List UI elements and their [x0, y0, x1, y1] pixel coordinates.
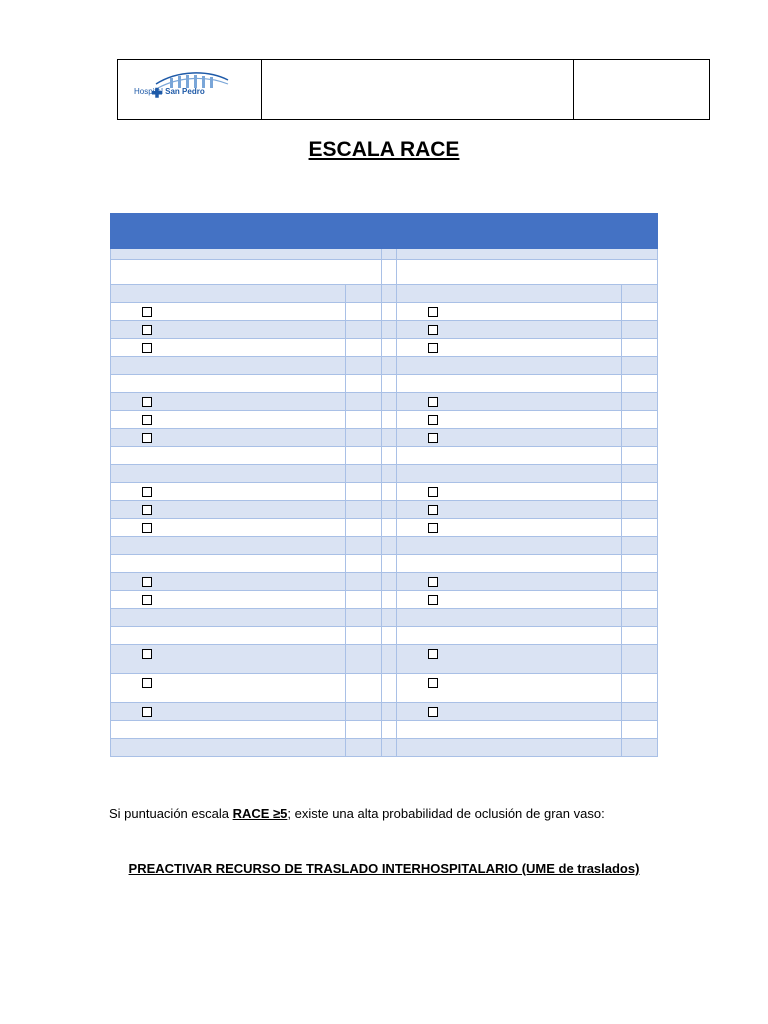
column-divider [396, 627, 397, 644]
column-divider [396, 645, 397, 673]
column-divider [396, 411, 397, 428]
column-divider [345, 609, 346, 626]
column-divider [381, 703, 382, 720]
column-divider [621, 645, 622, 673]
column-divider [621, 321, 622, 338]
column-divider [345, 411, 346, 428]
header-code-cell [574, 60, 709, 119]
checkbox-left[interactable] [142, 307, 152, 317]
checkbox-right[interactable] [428, 325, 438, 335]
column-divider [621, 703, 622, 720]
column-divider [396, 465, 397, 482]
column-divider [381, 393, 382, 410]
column-divider [621, 627, 622, 644]
column-divider [396, 339, 397, 356]
column-divider [345, 429, 346, 446]
table-row [110, 645, 658, 674]
column-divider [396, 447, 397, 464]
column-divider [345, 591, 346, 608]
column-divider [381, 501, 382, 518]
checkbox-right[interactable] [428, 577, 438, 587]
column-divider [381, 447, 382, 464]
checkbox-right[interactable] [428, 343, 438, 353]
column-divider [621, 375, 622, 392]
column-divider [396, 703, 397, 720]
column-divider [345, 357, 346, 374]
table-row [110, 393, 658, 411]
column-divider [345, 674, 346, 702]
column-divider [396, 674, 397, 702]
checkbox-right[interactable] [428, 523, 438, 533]
action-instruction: PREACTIVAR RECURSO DE TRASLADO INTERHOSPITALARIO (UME de traslados) [128, 861, 640, 876]
column-divider [381, 537, 382, 554]
checkbox-right[interactable] [428, 707, 438, 717]
column-divider [621, 483, 622, 500]
table-row [110, 609, 658, 627]
table-row [110, 573, 658, 591]
column-divider [381, 483, 382, 500]
column-divider [621, 609, 622, 626]
table-row [110, 375, 658, 393]
column-divider [381, 339, 382, 356]
column-divider [345, 627, 346, 644]
checkbox-left[interactable] [142, 678, 152, 688]
column-divider [621, 555, 622, 572]
checkbox-right[interactable] [428, 397, 438, 407]
note-prefix: Si puntuación escala [109, 806, 233, 821]
table-row [110, 537, 658, 555]
column-divider [396, 375, 397, 392]
column-divider [345, 393, 346, 410]
column-divider [621, 537, 622, 554]
checkbox-right[interactable] [428, 678, 438, 688]
race-scale-table [110, 213, 658, 757]
column-divider [381, 321, 382, 338]
column-divider [381, 573, 382, 590]
hospital-logo-text [134, 87, 205, 96]
table-row [110, 339, 658, 357]
column-divider [381, 249, 382, 259]
column-divider [381, 465, 382, 482]
column-divider [621, 573, 622, 590]
column-divider [345, 465, 346, 482]
column-divider [396, 285, 397, 302]
column-divider [621, 285, 622, 302]
logo-text-plain: Hospital [134, 87, 163, 96]
column-divider [381, 627, 382, 644]
column-divider [345, 339, 346, 356]
column-divider [621, 501, 622, 518]
column-divider [621, 303, 622, 320]
table-body [110, 249, 658, 757]
column-divider [345, 703, 346, 720]
checkbox-right[interactable] [428, 505, 438, 515]
checkbox-left[interactable] [142, 505, 152, 515]
column-divider [345, 501, 346, 518]
checkbox-right[interactable] [428, 433, 438, 443]
column-divider [396, 393, 397, 410]
column-divider [381, 260, 382, 284]
column-divider [396, 303, 397, 320]
column-divider [381, 429, 382, 446]
checkbox-left[interactable] [142, 433, 152, 443]
table-row [110, 483, 658, 501]
column-divider [396, 555, 397, 572]
table-row [110, 703, 658, 721]
column-divider [396, 573, 397, 590]
column-divider [381, 411, 382, 428]
column-divider [396, 429, 397, 446]
note-suffix: ; existe una alta probabilidad de oclusión de gran vaso: [287, 806, 605, 821]
column-divider [621, 429, 622, 446]
logo-cell [118, 60, 262, 119]
column-divider [345, 573, 346, 590]
column-divider [345, 537, 346, 554]
table-row [110, 591, 658, 609]
column-divider [621, 591, 622, 608]
column-divider [396, 609, 397, 626]
table-row [110, 303, 658, 321]
column-divider [381, 285, 382, 302]
column-divider [621, 519, 622, 536]
checkbox-left[interactable] [142, 487, 152, 497]
checkbox-right[interactable] [428, 487, 438, 497]
column-divider [396, 591, 397, 608]
column-divider [381, 375, 382, 392]
score-note [109, 806, 605, 821]
column-divider [396, 357, 397, 374]
column-divider [396, 483, 397, 500]
table-row [110, 285, 658, 303]
column-divider [345, 721, 346, 738]
checkbox-left[interactable] [142, 595, 152, 605]
table-row [110, 674, 658, 703]
checkbox-right[interactable] [428, 595, 438, 605]
checkbox-left[interactable] [142, 343, 152, 353]
table-row [110, 429, 658, 447]
column-divider [381, 591, 382, 608]
column-divider [396, 501, 397, 518]
column-divider [621, 447, 622, 464]
checkbox-left[interactable] [142, 649, 152, 659]
document-header-box [117, 59, 710, 120]
column-divider [345, 285, 346, 302]
column-divider [381, 519, 382, 536]
table-row [110, 260, 658, 285]
column-divider [381, 357, 382, 374]
table-row [110, 249, 658, 260]
table-row [110, 721, 658, 739]
column-divider [621, 357, 622, 374]
checkbox-left[interactable] [142, 523, 152, 533]
column-divider [621, 465, 622, 482]
column-divider [345, 303, 346, 320]
column-divider [396, 249, 397, 259]
column-divider [396, 260, 397, 284]
checkbox-right[interactable] [428, 307, 438, 317]
column-divider [396, 519, 397, 536]
column-divider [381, 674, 382, 702]
table-row [110, 519, 658, 537]
column-divider [345, 483, 346, 500]
column-divider [345, 321, 346, 338]
column-divider [396, 721, 397, 738]
column-divider [345, 447, 346, 464]
column-divider [621, 674, 622, 702]
column-divider [396, 739, 397, 756]
column-divider [381, 721, 382, 738]
column-divider [396, 321, 397, 338]
checkbox-right[interactable] [428, 415, 438, 425]
column-divider [381, 555, 382, 572]
table-row [110, 357, 658, 375]
column-divider [381, 303, 382, 320]
column-divider [621, 721, 622, 738]
page-title: ESCALA RACE [308, 138, 460, 161]
column-divider [621, 393, 622, 410]
checkbox-left[interactable] [142, 325, 152, 335]
table-row [110, 321, 658, 339]
table-header-band [110, 213, 658, 249]
table-row [110, 411, 658, 429]
header-title-cell [262, 60, 574, 119]
column-divider [345, 555, 346, 572]
table-row [110, 501, 658, 519]
column-divider [345, 645, 346, 673]
column-divider [345, 375, 346, 392]
column-divider [381, 739, 382, 756]
column-divider [381, 645, 382, 673]
column-divider [621, 739, 622, 756]
column-divider [396, 537, 397, 554]
checkbox-right[interactable] [428, 649, 438, 659]
checkbox-left[interactable] [142, 707, 152, 717]
checkbox-left[interactable] [142, 577, 152, 587]
table-row [110, 447, 658, 465]
table-row [110, 739, 658, 757]
table-row [110, 465, 658, 483]
column-divider [345, 739, 346, 756]
note-race-threshold: RACE ≥5 [232, 806, 288, 821]
logo-text-bold: San Pedro [165, 87, 205, 96]
column-divider [381, 609, 382, 626]
column-divider [621, 411, 622, 428]
checkbox-left[interactable] [142, 397, 152, 407]
table-row [110, 627, 658, 645]
checkbox-left[interactable] [142, 415, 152, 425]
column-divider [621, 339, 622, 356]
table-row [110, 555, 658, 573]
column-divider [345, 519, 346, 536]
